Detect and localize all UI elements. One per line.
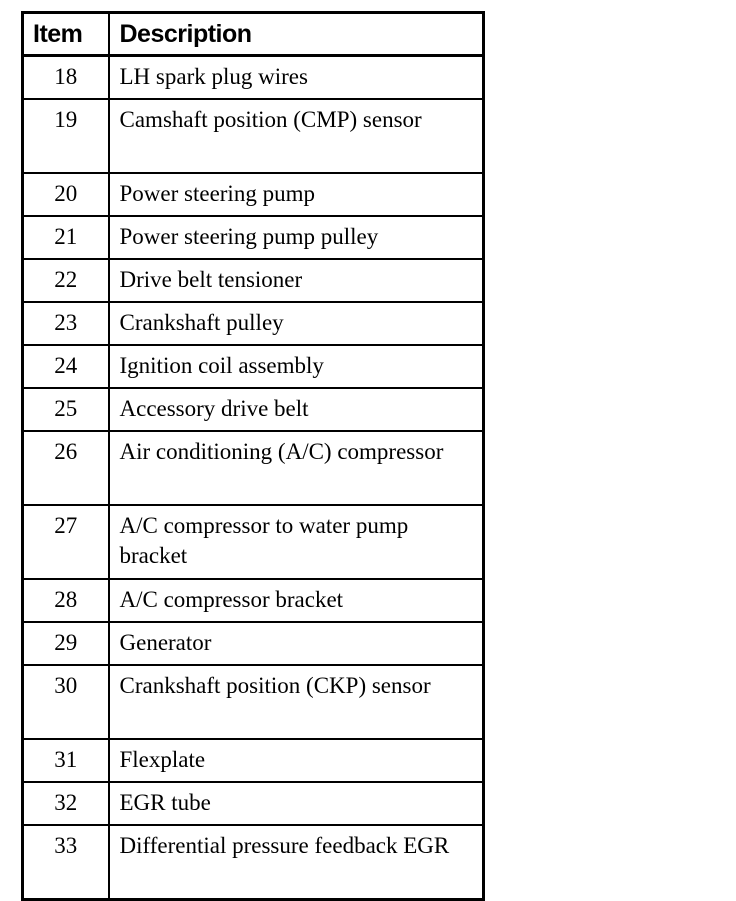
item-number: 27 — [23, 505, 109, 579]
table-row — [23, 99, 484, 173]
item-description: Power steering pump — [109, 173, 484, 216]
item-description: A/C compressor bracket — [109, 579, 484, 622]
item-number: 33 — [23, 825, 109, 900]
table-row — [23, 739, 484, 782]
item-number: 30 — [23, 665, 109, 739]
item-number: 25 — [23, 388, 109, 431]
table-body — [23, 56, 484, 900]
item-number: 28 — [23, 579, 109, 622]
item-number: 26 — [23, 431, 109, 505]
item-description: Generator — [109, 622, 484, 665]
item-number: 21 — [23, 216, 109, 259]
item-description: Flexplate — [109, 739, 484, 782]
item-description: Differential pressure feedback EGR — [109, 825, 484, 900]
description-column-header: Description — [109, 13, 484, 56]
table-row — [23, 388, 484, 431]
table-row — [23, 216, 484, 259]
table-row — [23, 431, 484, 505]
table-row — [23, 173, 484, 216]
item-column-header: Item — [23, 13, 109, 56]
item-description: Crankshaft pulley — [109, 302, 484, 345]
table-row — [23, 302, 484, 345]
item-number: 32 — [23, 782, 109, 825]
item-number: 22 — [23, 259, 109, 302]
item-description: EGR tube — [109, 782, 484, 825]
item-description: Power steering pump pulley — [109, 216, 484, 259]
table-row — [23, 345, 484, 388]
table-row — [23, 665, 484, 739]
table-row — [23, 505, 484, 579]
item-number: 20 — [23, 173, 109, 216]
item-description: Drive belt tensioner — [109, 259, 484, 302]
table-row — [23, 782, 484, 825]
item-number: 19 — [23, 99, 109, 173]
item-number: 18 — [23, 56, 109, 100]
header-row — [23, 13, 484, 56]
item-description: Crankshaft position (CKP) sensor — [109, 665, 484, 739]
table-row — [23, 622, 484, 665]
item-number: 29 — [23, 622, 109, 665]
table-row — [23, 259, 484, 302]
item-number: 31 — [23, 739, 109, 782]
item-description: Ignition coil assembly — [109, 345, 484, 388]
item-description: Air conditioning (A/C) compressor — [109, 431, 484, 505]
item-description: Accessory drive belt — [109, 388, 484, 431]
item-description: LH spark plug wires — [109, 56, 484, 100]
table-header — [23, 13, 484, 56]
item-description: A/C compressor to water pump bracket — [109, 505, 484, 579]
parts-table — [21, 11, 485, 901]
table-row — [23, 579, 484, 622]
table-row — [23, 825, 484, 900]
table-row — [23, 56, 484, 100]
item-number: 23 — [23, 302, 109, 345]
item-number: 24 — [23, 345, 109, 388]
item-description: Camshaft position (CMP) sensor — [109, 99, 484, 173]
